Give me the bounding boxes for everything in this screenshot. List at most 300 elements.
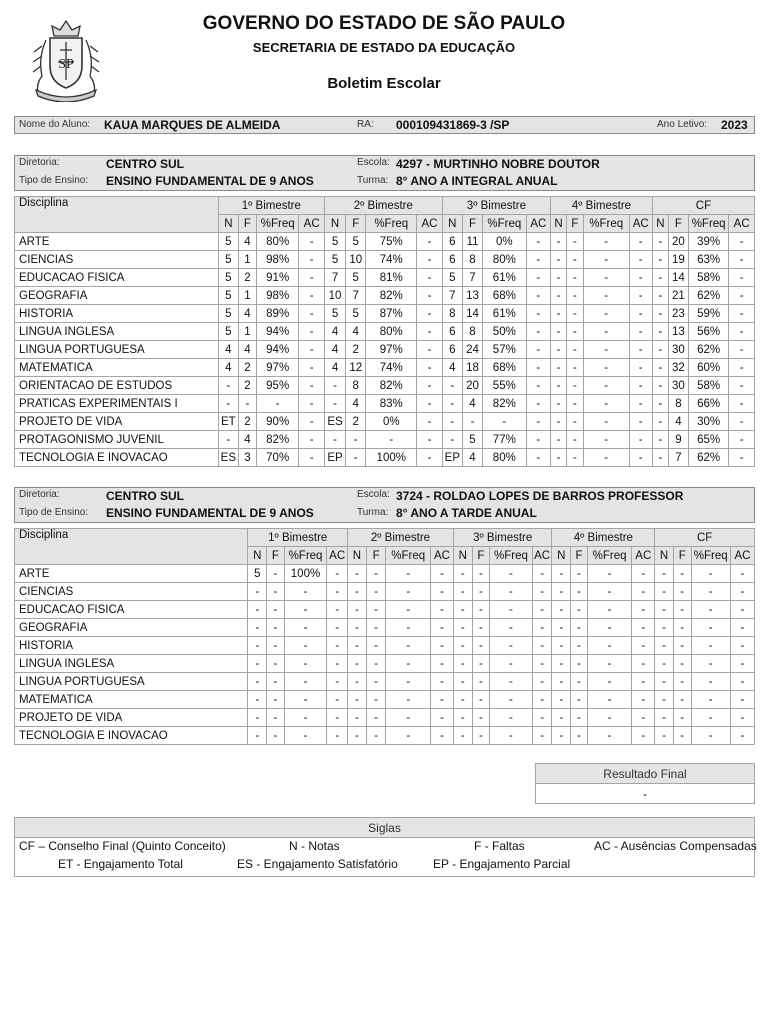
cell-b1-freq: -	[284, 691, 327, 709]
cell-cf-freq: 58%	[688, 377, 728, 395]
cell-b1-f: 2	[238, 377, 256, 395]
tipo-value: ENSINO FUNDAMENTAL DE 9 ANOS	[106, 506, 314, 520]
discipline-name: PROJETO DE VIDA	[15, 413, 219, 431]
cell-cf-freq: 58%	[688, 269, 728, 287]
cell-b1-n: 5	[218, 269, 238, 287]
cell-b2-n: -	[348, 691, 367, 709]
cell-b3-freq: -	[490, 583, 533, 601]
cell-b3-f: 4	[462, 449, 482, 467]
cell-b3-freq: 80%	[483, 251, 527, 269]
cell-b2-n: -	[348, 583, 367, 601]
cell-b2-f: -	[366, 727, 386, 745]
subheader-ac: AC	[532, 547, 552, 565]
cell-b4-f: -	[566, 251, 583, 269]
school-info-2	[14, 487, 755, 523]
cell-b3-n: -	[453, 565, 472, 583]
cell-b3-n: 4	[442, 359, 462, 377]
cell-b4-n: -	[552, 727, 571, 745]
cell-b2-freq: -	[386, 655, 431, 673]
cell-b3-ac: -	[532, 637, 552, 655]
cell-b1-freq: 89%	[256, 305, 298, 323]
cell-cf-f: 30	[668, 341, 688, 359]
cell-b4-freq: -	[587, 619, 632, 637]
cell-b1-n: 4	[218, 341, 238, 359]
cell-b3-f: -	[472, 655, 490, 673]
cell-b3-f: 18	[462, 359, 482, 377]
cell-b1-n: 4	[218, 359, 238, 377]
cell-b3-ac: -	[526, 305, 550, 323]
cell-b3-f: -	[462, 413, 482, 431]
cell-b3-ac: -	[526, 251, 550, 269]
cell-b3-ac: -	[526, 413, 550, 431]
cell-b3-ac: -	[526, 341, 550, 359]
cell-b4-freq: -	[583, 269, 629, 287]
cell-b3-ac: -	[532, 673, 552, 691]
cell-cf-n: -	[652, 413, 668, 431]
cell-b2-ac: -	[431, 727, 454, 745]
cell-b3-n: -	[453, 691, 472, 709]
legend-cf: CF – Conselho Final (Quinto Conceito)	[19, 839, 226, 853]
cell-b4-n: -	[551, 251, 567, 269]
cell-b3-n: -	[453, 655, 472, 673]
cell-b2-f: 8	[346, 377, 366, 395]
grades-table-2	[14, 528, 755, 745]
table-row	[15, 709, 755, 727]
cell-b4-ac: -	[632, 565, 655, 583]
cell-b2-n: 5	[324, 233, 345, 251]
cell-b1-ac: -	[299, 431, 325, 449]
cell-b1-ac: -	[299, 323, 325, 341]
cell-cf-n: -	[655, 637, 674, 655]
cell-b4-ac: -	[632, 691, 655, 709]
cell-b4-n: -	[552, 583, 571, 601]
cell-b2-freq: -	[386, 619, 431, 637]
cell-b1-f: 2	[238, 359, 256, 377]
document-header	[0, 0, 768, 108]
cell-b2-n: 4	[324, 323, 345, 341]
cell-b2-f: -	[346, 449, 366, 467]
cell-b4-f: -	[571, 583, 588, 601]
cell-b3-f: 8	[462, 251, 482, 269]
cell-b3-f: -	[472, 565, 490, 583]
cell-b1-n: -	[248, 709, 267, 727]
cell-b1-freq: -	[284, 673, 327, 691]
subheader-f: F	[366, 547, 386, 565]
diretoria-label: Diretoria:	[19, 157, 60, 168]
escola-label: Escola:	[357, 157, 390, 168]
subheader-ac: AC	[729, 215, 755, 233]
cell-b1-freq: -	[284, 637, 327, 655]
cell-b3-n: 5	[442, 269, 462, 287]
svg-text:SP: SP	[58, 57, 74, 72]
cell-cf-f: 20	[668, 233, 688, 251]
cell-b3-ac: -	[532, 601, 552, 619]
cell-b4-ac: -	[629, 269, 652, 287]
cell-b1-freq: 90%	[256, 413, 298, 431]
cell-b1-freq: -	[284, 709, 327, 727]
discipline-name: GEOGRAFIA	[15, 287, 219, 305]
escola-value: 3724 - ROLDAO LOPES DE BARROS PROFESSOR	[396, 489, 684, 503]
discipline-name: TECNOLOGIA E INOVACAO	[15, 727, 248, 745]
cell-b2-ac: -	[417, 287, 443, 305]
cell-cf-freq: 59%	[688, 305, 728, 323]
cell-b3-f: 14	[462, 305, 482, 323]
cell-b3-f: 8	[462, 323, 482, 341]
cell-b4-f: -	[566, 449, 583, 467]
cell-b3-n: -	[453, 601, 472, 619]
cell-cf-ac: -	[729, 413, 755, 431]
subheader-n: N	[453, 547, 472, 565]
discipline-name: EDUCACAO FISICA	[15, 269, 219, 287]
cell-b3-f: -	[472, 673, 490, 691]
cell-cf-freq: -	[691, 709, 730, 727]
cell-b4-freq: -	[587, 655, 632, 673]
cell-b2-freq: 81%	[366, 269, 417, 287]
cell-b2-f: -	[366, 601, 386, 619]
cell-b2-ac: -	[431, 565, 454, 583]
cell-b3-freq: 80%	[483, 449, 527, 467]
cell-b4-f: -	[566, 395, 583, 413]
cell-b1-freq: 94%	[256, 323, 298, 341]
cell-b1-f: 3	[238, 449, 256, 467]
discipline-header: Disciplina	[15, 529, 248, 565]
cell-cf-ac: -	[729, 449, 755, 467]
cell-b1-f: 2	[238, 269, 256, 287]
cell-b4-n: -	[552, 565, 571, 583]
cell-b3-freq: -	[490, 709, 533, 727]
cell-b4-freq: -	[587, 601, 632, 619]
cell-cf-n: -	[655, 673, 674, 691]
cell-cf-f: 21	[668, 287, 688, 305]
cell-b3-n: -	[453, 583, 472, 601]
cell-b3-f: -	[472, 637, 490, 655]
cell-cf-n: -	[655, 655, 674, 673]
cell-b3-n: 6	[442, 323, 462, 341]
subheader-n: N	[442, 215, 462, 233]
cell-b3-freq: -	[490, 637, 533, 655]
cell-cf-ac: -	[729, 305, 755, 323]
cell-b2-ac: -	[417, 359, 443, 377]
cell-cf-n: -	[652, 395, 668, 413]
discipline-name: PRATICAS EXPERIMENTAIS I	[15, 395, 219, 413]
cell-b1-freq: -	[284, 727, 327, 745]
cell-b4-freq: -	[587, 691, 632, 709]
cell-b4-f: -	[571, 655, 588, 673]
subheader-f: F	[462, 215, 482, 233]
cell-b4-n: -	[551, 377, 567, 395]
final-result-label: Resultado Final	[536, 764, 755, 784]
cell-b3-f: 13	[462, 287, 482, 305]
cell-cf-ac: -	[730, 655, 754, 673]
cell-b2-f: -	[366, 619, 386, 637]
subheader-n: N	[348, 547, 367, 565]
cell-b4-ac: -	[629, 359, 652, 377]
cell-cf-freq: 63%	[688, 251, 728, 269]
cell-b1-f: 1	[238, 323, 256, 341]
cell-b1-f: 1	[238, 287, 256, 305]
cell-b3-freq: 55%	[483, 377, 527, 395]
cell-cf-ac: -	[730, 673, 754, 691]
cell-b3-f: 5	[462, 431, 482, 449]
cell-b2-f: 12	[346, 359, 366, 377]
discipline-name: GEOGRAFIA	[15, 619, 248, 637]
bimester-header-cf: CF	[652, 197, 754, 215]
cell-cf-n: -	[652, 323, 668, 341]
header-row-bimesters	[15, 529, 755, 547]
cell-b1-f: -	[267, 727, 285, 745]
cell-b4-ac: -	[629, 449, 652, 467]
subheader-freq: %Freq	[386, 547, 431, 565]
bimester-header-b2: 2º Bimestre	[324, 197, 442, 215]
cell-b1-f: -	[267, 619, 285, 637]
cell-b4-ac: -	[632, 601, 655, 619]
cell-cf-ac: -	[729, 377, 755, 395]
subheader-n: N	[652, 215, 668, 233]
table-row	[15, 449, 755, 467]
ra-value: 000109431869-3 /SP	[396, 118, 510, 132]
cell-b2-freq: -	[386, 583, 431, 601]
cell-b2-freq: 97%	[366, 341, 417, 359]
cell-b1-f: 4	[238, 341, 256, 359]
subheader-f: F	[668, 215, 688, 233]
turma-value: 8° ANO A INTEGRAL ANUAL	[396, 174, 558, 188]
cell-cf-n: -	[652, 377, 668, 395]
cell-b3-f: -	[472, 619, 490, 637]
cell-cf-f: -	[673, 619, 691, 637]
cell-b2-freq: -	[366, 431, 417, 449]
cell-b4-ac: -	[629, 305, 652, 323]
subheader-ac: AC	[431, 547, 454, 565]
cell-b1-n: ET	[218, 413, 238, 431]
cell-b4-freq: -	[583, 251, 629, 269]
cell-b4-n: -	[552, 619, 571, 637]
subheader-n: N	[324, 215, 345, 233]
cell-b3-ac: -	[532, 565, 552, 583]
cell-b4-f: -	[571, 619, 588, 637]
cell-b4-f: -	[566, 323, 583, 341]
cell-cf-ac: -	[730, 619, 754, 637]
cell-b1-freq: 80%	[256, 233, 298, 251]
cell-b4-n: -	[552, 691, 571, 709]
document-title: Boletim Escolar	[327, 75, 441, 92]
cell-cf-ac: -	[729, 323, 755, 341]
cell-b2-n: -	[324, 431, 345, 449]
cell-cf-ac: -	[729, 341, 755, 359]
cell-b4-n: -	[552, 637, 571, 655]
cell-b4-ac: -	[632, 619, 655, 637]
cell-b2-ac: -	[431, 655, 454, 673]
cell-b1-freq: -	[256, 395, 298, 413]
cell-b3-ac: -	[526, 395, 550, 413]
cell-b1-ac: -	[327, 601, 348, 619]
cell-cf-n: -	[652, 251, 668, 269]
subheader-f: F	[267, 547, 285, 565]
cell-b2-n: -	[348, 655, 367, 673]
cell-b4-n: -	[552, 709, 571, 727]
legend-body	[15, 838, 755, 877]
cell-cf-n: -	[655, 583, 674, 601]
cell-b3-n: 6	[442, 341, 462, 359]
cell-b1-n: 5	[218, 287, 238, 305]
cell-cf-ac: -	[730, 691, 754, 709]
cell-b1-ac: -	[299, 287, 325, 305]
cell-b3-freq: -	[490, 601, 533, 619]
cell-b3-n: -	[442, 377, 462, 395]
cell-cf-ac: -	[729, 251, 755, 269]
discipline-name: LINGUA INGLESA	[15, 323, 219, 341]
cell-b1-ac: -	[327, 637, 348, 655]
cell-b3-freq: 50%	[483, 323, 527, 341]
cell-cf-freq: 66%	[688, 395, 728, 413]
cell-cf-freq: -	[691, 691, 730, 709]
table-row	[15, 359, 755, 377]
cell-cf-f: 30	[668, 377, 688, 395]
cell-b2-ac: -	[417, 413, 443, 431]
cell-b2-freq: -	[386, 565, 431, 583]
cell-cf-f: -	[673, 709, 691, 727]
subheader-n: N	[552, 547, 571, 565]
cell-b2-f: -	[366, 565, 386, 583]
cell-b3-f: 11	[462, 233, 482, 251]
subheader-ac: AC	[417, 215, 443, 233]
cell-cf-f: 4	[668, 413, 688, 431]
cell-b4-n: -	[551, 431, 567, 449]
cell-b3-n: 6	[442, 251, 462, 269]
cell-b3-freq: -	[490, 565, 533, 583]
cell-b1-ac: -	[327, 565, 348, 583]
legend-f: F - Faltas	[474, 839, 525, 853]
subheader-ac: AC	[327, 547, 348, 565]
table-row	[15, 251, 755, 269]
subheader-ac: AC	[629, 215, 652, 233]
cell-cf-ac: -	[729, 359, 755, 377]
cell-cf-n: -	[655, 727, 674, 745]
cell-b3-freq: 57%	[483, 341, 527, 359]
table-row	[15, 269, 755, 287]
cell-b3-n: 7	[442, 287, 462, 305]
cell-cf-freq: -	[691, 583, 730, 601]
cell-b2-ac: -	[431, 619, 454, 637]
cell-b3-n: -	[453, 727, 472, 745]
table-row	[15, 377, 755, 395]
discipline-name: ARTE	[15, 565, 248, 583]
cell-b1-n: 5	[248, 565, 267, 583]
subheader-ac: AC	[526, 215, 550, 233]
cell-b4-n: -	[551, 323, 567, 341]
cell-b2-freq: 100%	[366, 449, 417, 467]
year-value: 2023	[721, 118, 748, 132]
cell-cf-n: -	[652, 449, 668, 467]
cell-b4-freq: -	[587, 727, 632, 745]
cell-b2-n: 5	[324, 251, 345, 269]
cell-b2-ac: -	[431, 637, 454, 655]
cell-b4-freq: -	[587, 565, 632, 583]
cell-b2-freq: 80%	[366, 323, 417, 341]
discipline-name: MATEMATICA	[15, 691, 248, 709]
cell-cf-f: -	[673, 727, 691, 745]
table-row	[15, 287, 755, 305]
cell-b1-freq: -	[284, 583, 327, 601]
bimester-header-b2: 2º Bimestre	[348, 529, 454, 547]
table-row	[15, 341, 755, 359]
cell-b1-ac: -	[327, 691, 348, 709]
cell-b1-n: -	[248, 583, 267, 601]
cell-cf-freq: 65%	[688, 431, 728, 449]
cell-b4-freq: -	[583, 377, 629, 395]
cell-b4-ac: -	[629, 413, 652, 431]
cell-b3-ac: -	[532, 583, 552, 601]
cell-b2-freq: -	[386, 673, 431, 691]
cell-cf-n: -	[652, 359, 668, 377]
cell-cf-freq: 60%	[688, 359, 728, 377]
discipline-name: HISTORIA	[15, 305, 219, 323]
cell-b2-f: -	[346, 431, 366, 449]
cell-b4-ac: -	[629, 287, 652, 305]
cell-b4-f: -	[571, 601, 588, 619]
cell-b4-n: -	[552, 673, 571, 691]
cell-b4-f: -	[571, 709, 588, 727]
diretoria-value: CENTRO SUL	[106, 157, 184, 171]
discipline-name: EDUCACAO FISICA	[15, 601, 248, 619]
cell-b4-f: -	[571, 637, 588, 655]
cell-b3-freq: 77%	[483, 431, 527, 449]
cell-cf-freq: -	[691, 673, 730, 691]
cell-b4-freq: -	[583, 287, 629, 305]
cell-b1-f: 4	[238, 233, 256, 251]
final-result-box	[535, 763, 755, 804]
subheader-freq: %Freq	[691, 547, 730, 565]
bimester-header-b4: 4º Bimestre	[551, 197, 653, 215]
cell-cf-freq: -	[691, 619, 730, 637]
cell-b2-f: 7	[346, 287, 366, 305]
cell-b2-n: -	[348, 709, 367, 727]
subheader-ac: AC	[632, 547, 655, 565]
cell-b2-n: 4	[324, 341, 345, 359]
cell-b1-f: -	[267, 691, 285, 709]
cell-b1-f: 4	[238, 431, 256, 449]
cell-cf-ac: -	[729, 395, 755, 413]
cell-b3-n: -	[453, 673, 472, 691]
table-row	[15, 431, 755, 449]
cell-cf-ac: -	[729, 431, 755, 449]
cell-cf-freq: -	[691, 637, 730, 655]
cell-b4-freq: -	[583, 395, 629, 413]
legend-et: ET - Engajamento Total	[58, 857, 183, 871]
subheader-freq: %Freq	[688, 215, 728, 233]
cell-b4-n: -	[551, 395, 567, 413]
cell-b3-f: -	[472, 727, 490, 745]
cell-b2-freq: 75%	[366, 233, 417, 251]
cell-b2-freq: 82%	[366, 287, 417, 305]
subheader-ac: AC	[299, 215, 325, 233]
cell-b3-f: 4	[462, 395, 482, 413]
cell-cf-freq: -	[691, 727, 730, 745]
cell-b4-f: -	[566, 359, 583, 377]
subheader-f: F	[472, 547, 490, 565]
cell-cf-ac: -	[730, 565, 754, 583]
cell-b2-n: -	[348, 727, 367, 745]
cell-b3-ac: -	[526, 377, 550, 395]
cell-b3-ac: -	[526, 431, 550, 449]
cell-b2-freq: 0%	[366, 413, 417, 431]
cell-b1-freq: 97%	[256, 359, 298, 377]
subheader-n: N	[655, 547, 674, 565]
student-name: KAUA MARQUES DE ALMEIDA	[104, 118, 281, 132]
cell-b1-freq: -	[284, 601, 327, 619]
cell-b4-freq: -	[587, 583, 632, 601]
cell-b2-n: 5	[324, 305, 345, 323]
cell-b4-f: -	[566, 431, 583, 449]
